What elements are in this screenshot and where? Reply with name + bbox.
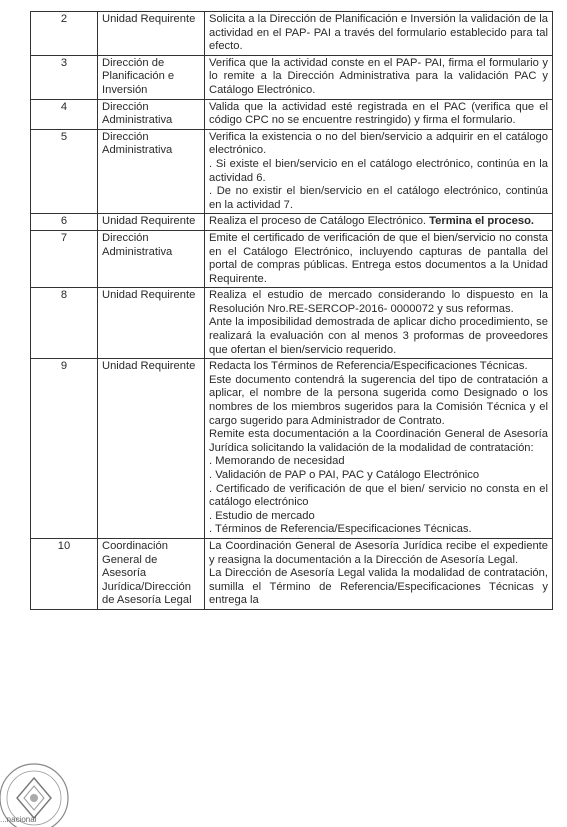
table-row (31, 214, 553, 231)
table-row (31, 538, 553, 609)
table-row (31, 129, 553, 214)
responsible-unit: Unidad Requirente (98, 359, 205, 539)
responsible-unit: Unidad Requirente (98, 214, 205, 231)
activity-paragraph: . Términos de Referencia/Especificaciones Técnicas. (209, 523, 472, 536)
activity-text: Realiza el proceso de Catálogo Electrónico. (209, 215, 430, 228)
responsible-unit: Dirección Administrativa (98, 230, 205, 287)
activity-description (205, 129, 553, 214)
table-row (31, 99, 553, 129)
activity-description (205, 214, 553, 231)
seal-caption: ...nacional (0, 815, 37, 824)
activity-paragraph: . Validación de PAP o PAI, PAC y Catálogo Electrónico (209, 469, 480, 481)
activity-paragraph: La Coordinación General de Asesoría Jurídica recibe el expediente y reasigna la documentación a la Dirección de Asesoría Legal. (209, 539, 548, 566)
table-row (31, 230, 553, 287)
activity-paragraph: Remite esta documentación a la Coordinación General de Asesoría Jurídica solicitando la validación de la modalidad de contratación: (209, 428, 548, 454)
activity-description (205, 538, 553, 609)
activity-paragraph: . Certificado de verificación de que el bien/ servicio no consta en el catálogo electrónico (209, 482, 548, 509)
activity-paragraph: . Memorando de necesidad (209, 455, 345, 468)
responsible-unit: Unidad Requirente (98, 288, 205, 359)
procedure-table (30, 11, 553, 610)
step-number: 9 (31, 359, 98, 539)
activity-description (205, 230, 553, 287)
responsible-unit: Dirección Administrativa (98, 99, 205, 129)
activity-paragraph: Valida que la actividad esté registrada en el PAC (verifica que el código CPC no se encuentre restringido) y firma el formulario. (209, 100, 548, 127)
step-number: 5 (31, 129, 98, 214)
activity-paragraph: Emite el certificado de verificación de que el bien/servicio no consta en el Catálogo Electrónico, incluyendo capturas de pantalla del portal de compras públicas. Entrega estos documentos a la Unidad Requirente. (209, 231, 548, 285)
activity-description (205, 55, 553, 99)
responsible-unit: Dirección Administrativa (98, 129, 205, 214)
activity-paragraph: . De no existir el bien/servicio en el catálogo electrónico, continúa en la actividad 7. (209, 185, 548, 211)
responsible-unit: Coordinación General de Asesoría Jurídica/Dirección de Asesoría Legal (98, 538, 205, 609)
step-number: 6 (31, 214, 98, 231)
table-row (31, 288, 553, 359)
table-row (31, 359, 553, 539)
activity-paragraph: Este documento contendrá la sugerencia del tipo de contratación a aplicar, el nombre de la persona sugerida como Designado o los nombres de los miembros sugeridos para la Comisión Técnica y el cargo sugerido para Administrador de Contrato. (209, 373, 548, 427)
activity-paragraph: Verifica la existencia o no del bien/servicio a adquirir en el catálogo electrónico. (209, 130, 548, 157)
step-number: 3 (31, 55, 98, 99)
table-row (31, 55, 553, 99)
activity-description (205, 288, 553, 359)
activity-paragraph: . Si existe el bien/servicio en el catálogo electrónico, continúa en la actividad 6. (209, 157, 548, 184)
responsible-unit: Dirección de Planificación e Inversión (98, 55, 205, 99)
table-row (31, 12, 553, 56)
activity-paragraph: Realiza el estudio de mercado considerando lo dispuesto en la Resolución Nro.RE-SERCOP-2016- 0000072 y sus reformas. (209, 289, 548, 315)
step-number: 8 (31, 288, 98, 359)
activity-description (205, 99, 553, 129)
activity-description (205, 359, 553, 539)
step-number: 7 (31, 230, 98, 287)
activity-end-note: Termina el proceso. (429, 215, 535, 228)
step-number: 10 (31, 538, 98, 609)
activity-paragraph: La Dirección de Asesoría Legal valida la modalidad de contratación, sumilla el Término de Referencia/Especificaciones Técnicas y entrega la (209, 567, 548, 607)
activity-paragraph: Ante la imposibilidad demostrada de aplicar dicho procedimiento, se realizará la evaluación con al menos 3 proformas de proveedores que ofertan el bien/servicio requerido. (209, 316, 548, 356)
step-number: 2 (31, 12, 98, 56)
activity-paragraph: Solicita a la Dirección de Planificación e Inversión la validación de la actividad en el PAP- PAI a través del formulario establecido para tal efecto. (209, 13, 548, 53)
activity-paragraph: Verifica que la actividad conste en el PAP- PAI, firma el formulario y lo remite a la Dirección Administrativa para la validación PAC y Catálogo Electrónico. (209, 56, 548, 96)
activity-description (205, 12, 553, 56)
activity-paragraph: Redacta los Términos de Referencia/Especificaciones Técnicas. (209, 360, 528, 373)
activity-paragraph: . Estudio de mercado (209, 509, 315, 522)
step-number: 4 (31, 99, 98, 129)
responsible-unit: Unidad Requirente (98, 12, 205, 56)
